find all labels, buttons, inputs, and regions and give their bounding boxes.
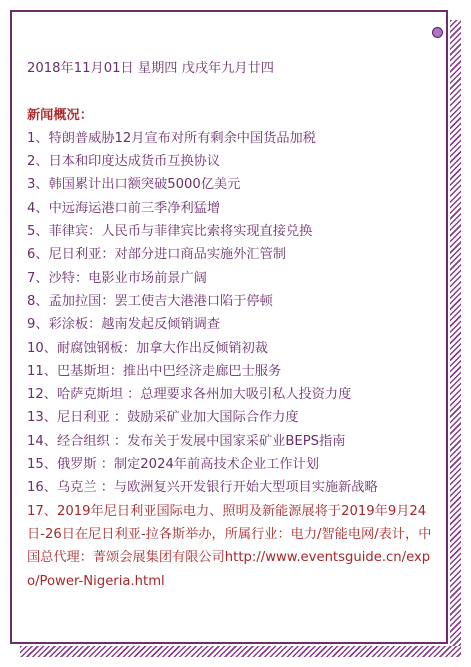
news-item: 12、哈萨克斯坦 ：总理要求各州加大吸引私人投资力度 — [27, 387, 352, 403]
news-item: 7、沙特：电影业市场前景广阔 — [27, 270, 207, 286]
decorative-stripe-right — [450, 20, 461, 657]
news-item: 4、中远海运港口前三季净利猛增 — [27, 200, 221, 216]
news-item: 2、日本和印度达成货币互换协议 — [27, 154, 221, 170]
news-item: 1、特朗普威胁12月宣布对所有剩余中国货品加税 — [27, 130, 316, 146]
news-item: 3、韩国累计出口额突破5000亿美元 — [27, 177, 241, 193]
news-item: 6、尼日利亚：对部分进口商品实施外汇管制 — [27, 247, 286, 263]
section-heading: 新闻概况： — [27, 107, 93, 123]
news-item: 9、彩涂板：越南发起反倾销调查 — [27, 317, 221, 333]
news-item: 10、耐腐蚀钢板：加拿大作出反倾销初裁 — [27, 340, 268, 356]
decorative-stripe-bottom — [20, 646, 461, 657]
news-item: 8、孟加拉国：罢工使吉大港港口陷于停顿 — [27, 293, 273, 309]
news-item: 16、乌克兰 ：与欧洲复兴开发银行开始大型项目实施新战略 — [27, 480, 378, 496]
news-list — [27, 127, 439, 500]
news-content — [27, 57, 439, 593]
news-item: 14、经合组织 ：发布关于发展中国家采矿业BEPS指南 — [27, 433, 346, 449]
circle-dot-icon — [432, 27, 443, 38]
news-item: 5、菲律宾：人民币与菲律宾比索将实现直接兑换 — [27, 224, 313, 240]
date-line: 2018年11月01日 星期四 戊戌年九月廿四 — [27, 61, 274, 76]
expo-announcement: 17、2019年尼日利亚国际电力、照明及新能源展将于2019年9月24日-26日在尼日利亚-拉各斯举办，所属行业：电力/智能电网/表计，中国总代理：菁颂会展集团有限公司http://www.eventsguide.cn/expo/Power-Nigeria.html — [27, 503, 432, 589]
news-item: 11、巴基斯坦：推出中巴经济走廊巴士服务 — [27, 363, 282, 379]
news-item: 15、俄罗斯 ：制定2024年前高技术企业工作计划 — [27, 457, 319, 473]
news-item: 13、尼日利亚 ：鼓励采矿业加大国际合作力度 — [27, 410, 299, 426]
